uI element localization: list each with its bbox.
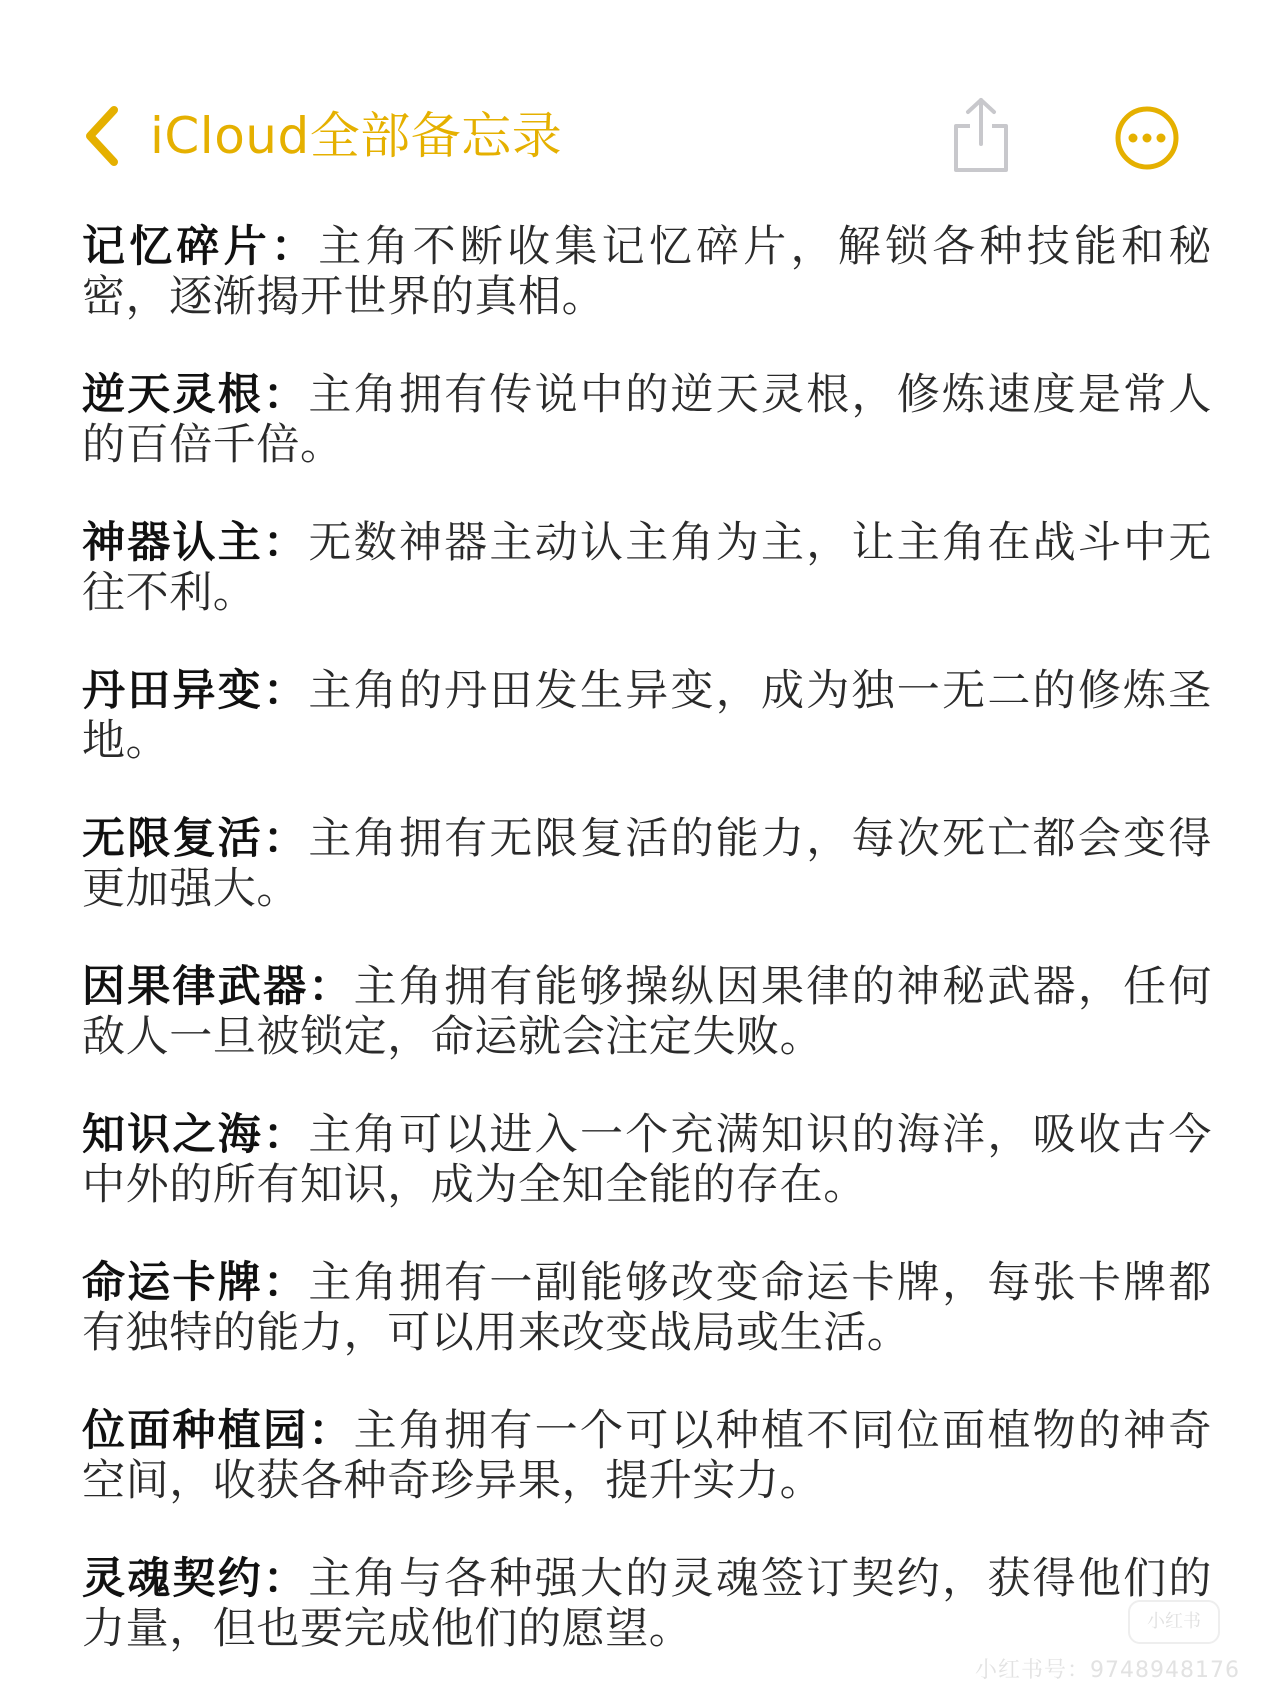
- entry-text: 主角拥有传说中的逆天灵根，修炼速度是常人的百倍千倍。: [82, 370, 1213, 470]
- watermark-badge: 小红书: [1128, 1600, 1220, 1644]
- more-ellipsis-icon: [1114, 105, 1180, 171]
- entry-text: 主角拥有一个可以种植不同位面植物的神奇空间，收获各种奇珍异果，提升实力。: [82, 1406, 1212, 1506]
- entry-title: 逆天灵根：: [82, 370, 309, 420]
- note-entry: [82, 1110, 1212, 1210]
- entry-text: 主角不断收集记忆碎片，解锁各种技能和秘密，逐渐揭开世界的真相。: [82, 222, 1213, 322]
- back-button[interactable]: [82, 96, 562, 176]
- note-entry: [82, 814, 1212, 914]
- chevron-left-icon: [82, 104, 122, 168]
- note-entry: [82, 666, 1212, 766]
- note-entry: [82, 370, 1212, 470]
- entry-text: 主角拥有一副能够改变命运卡牌，每张卡牌都有独特的能力，可以用来改变战局或生活。: [82, 1258, 1213, 1358]
- entry-title: 神器认主：: [82, 518, 309, 568]
- entry-text: 主角的丹田发生异变，成为独一无二的修炼圣地。: [82, 666, 1213, 766]
- entry-title: 位面种植园：: [82, 1406, 354, 1456]
- entry-title: 记忆碎片：: [82, 222, 319, 272]
- note-entry: [82, 518, 1212, 618]
- entry-title: 灵魂契约：: [82, 1554, 309, 1604]
- note-entry: [82, 1406, 1212, 1506]
- entry-text: 主角拥有无限复活的能力，每次死亡都会变得更加强大。: [82, 814, 1213, 914]
- nav-bar: [0, 0, 1280, 200]
- share-button[interactable]: [948, 96, 1014, 174]
- entry-text: 主角与各种强大的灵魂签订契约，获得他们的力量，但也要完成他们的愿望。: [82, 1554, 1213, 1654]
- entry-title: 命运卡牌：: [82, 1258, 309, 1308]
- entry-text: 无数神器主动认主角为主，让主角在战斗中无往不利。: [82, 518, 1213, 618]
- entry-title: 无限复活：: [82, 814, 309, 864]
- note-entry: [82, 962, 1212, 1062]
- entry-title: 知识之海：: [82, 1110, 309, 1160]
- entry-text: 主角拥有能够操纵因果律的神秘武器，任何敌人一旦被锁定，命运就会注定失败。: [82, 962, 1212, 1062]
- note-body[interactable]: [82, 222, 1212, 1702]
- watermark-text: 小红书号：9748948176: [975, 1658, 1240, 1683]
- share-icon: [948, 96, 1014, 174]
- more-button[interactable]: [1114, 105, 1180, 171]
- back-label: iCloud全部备忘录: [150, 107, 563, 165]
- note-entry: [82, 1554, 1212, 1654]
- entry-text: 主角可以进入一个充满知识的海洋，吸收古今中外的所有知识，成为全知全能的存在。: [82, 1110, 1213, 1210]
- note-entry: [82, 222, 1212, 322]
- entry-title: 因果律武器：: [82, 962, 354, 1012]
- entry-title: 丹田异变：: [82, 666, 309, 716]
- note-entry: [82, 1258, 1212, 1358]
